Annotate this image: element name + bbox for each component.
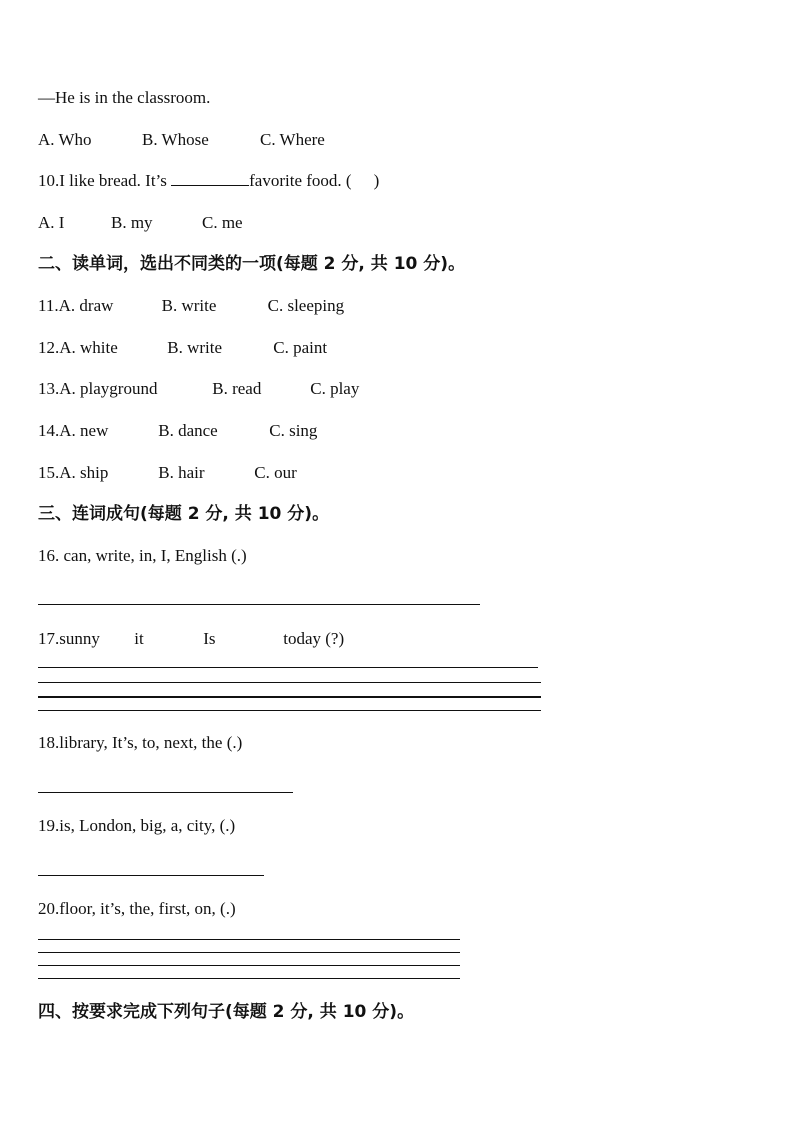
q17-answer-line[interactable] bbox=[38, 682, 541, 683]
question-number: 11. bbox=[38, 296, 59, 315]
q20-answer-line[interactable] bbox=[38, 952, 460, 953]
q18-answer-line[interactable] bbox=[38, 792, 293, 793]
option-a: A. Who bbox=[38, 130, 92, 149]
q13-row bbox=[38, 379, 359, 399]
q19-question: 19.is, London, big, a, city, (.) bbox=[38, 816, 236, 835]
q20-question: 20.floor, it’s, the, first, on, (.) bbox=[38, 899, 236, 918]
q10-question bbox=[38, 171, 379, 191]
q9-answer-line: —He is in the classroom. bbox=[38, 88, 211, 107]
q17-answer-line[interactable] bbox=[38, 696, 541, 698]
section-3-title: 三、连词成句(每题 2 分, 共 10 分)。 bbox=[38, 504, 330, 524]
q10-options bbox=[38, 213, 243, 233]
q20-answer-line[interactable] bbox=[38, 965, 460, 966]
option-b: B. write bbox=[167, 338, 223, 357]
q9-options bbox=[38, 130, 325, 150]
option-a: A. I bbox=[38, 213, 65, 232]
option-a: A. white bbox=[59, 338, 118, 357]
option-c: C. me bbox=[202, 213, 243, 232]
section-4-title: 四、按要求完成下列句子(每题 2 分, 共 10 分)。 bbox=[38, 1002, 415, 1022]
q20-answer-line[interactable] bbox=[38, 978, 460, 979]
close-paren: ) bbox=[373, 171, 380, 190]
question-number: 14. bbox=[38, 421, 60, 440]
option-c: C. Where bbox=[260, 130, 325, 149]
option-c: C. sing bbox=[269, 421, 318, 440]
q11-row bbox=[38, 296, 344, 316]
q17-answer-line[interactable] bbox=[38, 710, 541, 711]
option-c: C. sleeping bbox=[267, 296, 345, 315]
option-b: B. write bbox=[161, 296, 217, 315]
fill-blank[interactable] bbox=[171, 171, 249, 186]
option-b: B. Whose bbox=[142, 130, 209, 149]
question-number: 12. bbox=[38, 338, 60, 357]
q17-answer-line[interactable] bbox=[38, 667, 538, 668]
q17-question bbox=[38, 629, 344, 649]
question-number: 17. bbox=[38, 629, 60, 648]
option-b: B. read bbox=[212, 379, 262, 398]
q15-row bbox=[38, 463, 297, 483]
question-text-before: I like bread. It’s bbox=[59, 171, 172, 190]
question-number: 15. bbox=[38, 463, 60, 482]
option-a: A. playground bbox=[59, 379, 158, 398]
q16-question: 16. can, write, in, I, English (.) bbox=[38, 546, 247, 565]
option-c: C. paint bbox=[273, 338, 328, 357]
q16-answer-line[interactable] bbox=[38, 604, 480, 605]
option-a: A. draw bbox=[58, 296, 114, 315]
section-2-title: 二、读单词，选出不同类的一项(每题 2 分, 共 10 分)。 bbox=[38, 254, 466, 274]
option-c: C. our bbox=[254, 463, 297, 482]
option-a: A. ship bbox=[59, 463, 109, 482]
option-b: B. dance bbox=[158, 421, 218, 440]
q18-question: 18.library, It’s, to, next, the (.) bbox=[38, 733, 243, 752]
word: today (?) bbox=[283, 629, 345, 648]
question-number: 10. bbox=[38, 171, 60, 190]
word: it bbox=[134, 629, 144, 648]
question-text-after: favorite food. ( bbox=[249, 171, 352, 190]
word: Is bbox=[203, 629, 216, 648]
word: sunny bbox=[59, 629, 100, 648]
q14-row bbox=[38, 421, 317, 441]
option-a: A. new bbox=[59, 421, 109, 440]
q20-answer-line[interactable] bbox=[38, 939, 460, 940]
option-b: B. hair bbox=[158, 463, 205, 482]
q19-answer-line[interactable] bbox=[38, 875, 264, 876]
option-b: B. my bbox=[111, 213, 153, 232]
question-number: 13. bbox=[38, 379, 60, 398]
q12-row bbox=[38, 338, 327, 358]
option-c: C. play bbox=[310, 379, 360, 398]
